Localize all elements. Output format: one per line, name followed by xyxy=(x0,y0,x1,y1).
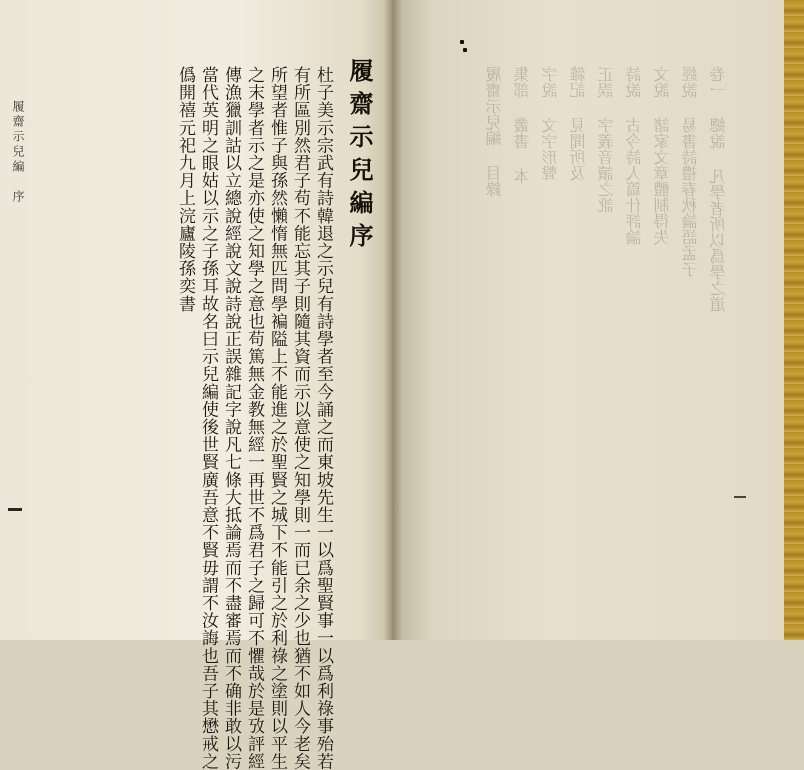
text-column-2: 有所區別然君子苟不能忘其子則隨其資而示以意使之知學則一而已余之少也猶不如人今老矣 xyxy=(290,66,310,770)
bleed-through-text xyxy=(392,0,792,640)
ghost-column: 經說 易書詩禮春秋論語孟子 xyxy=(681,66,700,277)
ink-spot xyxy=(463,48,467,52)
text-column-6: 當代英明之眼姑以示之子孫耳故名曰示兒編使後世賢廣吾意不賢毋謂不汝誨也吾子其懋戒之 xyxy=(198,66,218,770)
ghost-column: 集部 叢書 本 xyxy=(513,66,532,184)
ghost-column: 文說 諸家文章體制得失 xyxy=(653,66,672,245)
ghost-column: 履齋示兒編 目錄 xyxy=(485,66,504,197)
margin-section-label: 序 xyxy=(11,190,25,202)
left-page xyxy=(0,0,392,770)
text-column-1: 杜子美示宗武有詩韓退之示兒有詩學者至今誦之而東坡先生一以爲聖賢事一以爲利祿事殆若 xyxy=(313,66,333,770)
text-column-3: 所望者惟子與孫然懶惰無匹問學褊隘上不能進之於聖賢之城下不能引之於利祿之塗則以平生 xyxy=(267,66,287,770)
ghost-column: 字說 文字形聲 xyxy=(541,66,560,181)
text-column-signature: 僞開禧元祀九月上浣廬陵孫奕書 xyxy=(175,66,195,313)
ghost-column: 正誤 字義音讀之訛 xyxy=(597,66,616,213)
right-page-marker-dash xyxy=(734,496,746,498)
ink-spot xyxy=(460,40,464,44)
page-edge-gilding xyxy=(784,0,804,640)
text-column-4: 之末學者示之是亦使之知學之意也苟篤無金教無經一再世不爲君子之歸可不懼哉於是攷評經 xyxy=(244,66,264,770)
page-marker-dash xyxy=(8,508,22,511)
ghost-column: 詩說 古今詩人篇什評論 xyxy=(625,66,644,245)
margin-book-title: 履齋示兒編 xyxy=(11,100,25,175)
ghost-column: 卷一 總說 凡學者所以爲學之道 xyxy=(709,66,728,312)
book-gutter xyxy=(384,0,402,640)
ghost-column: 雜記 見聞所及 xyxy=(569,66,588,181)
preface-heading: 履齋示兒編序 xyxy=(345,58,374,256)
text-column-5: 傳漁獵訓詁以立總說經說文說詩說正誤雜記字說凡七條大抵論焉而不盡審焉而不确非敢以污 xyxy=(221,66,241,770)
